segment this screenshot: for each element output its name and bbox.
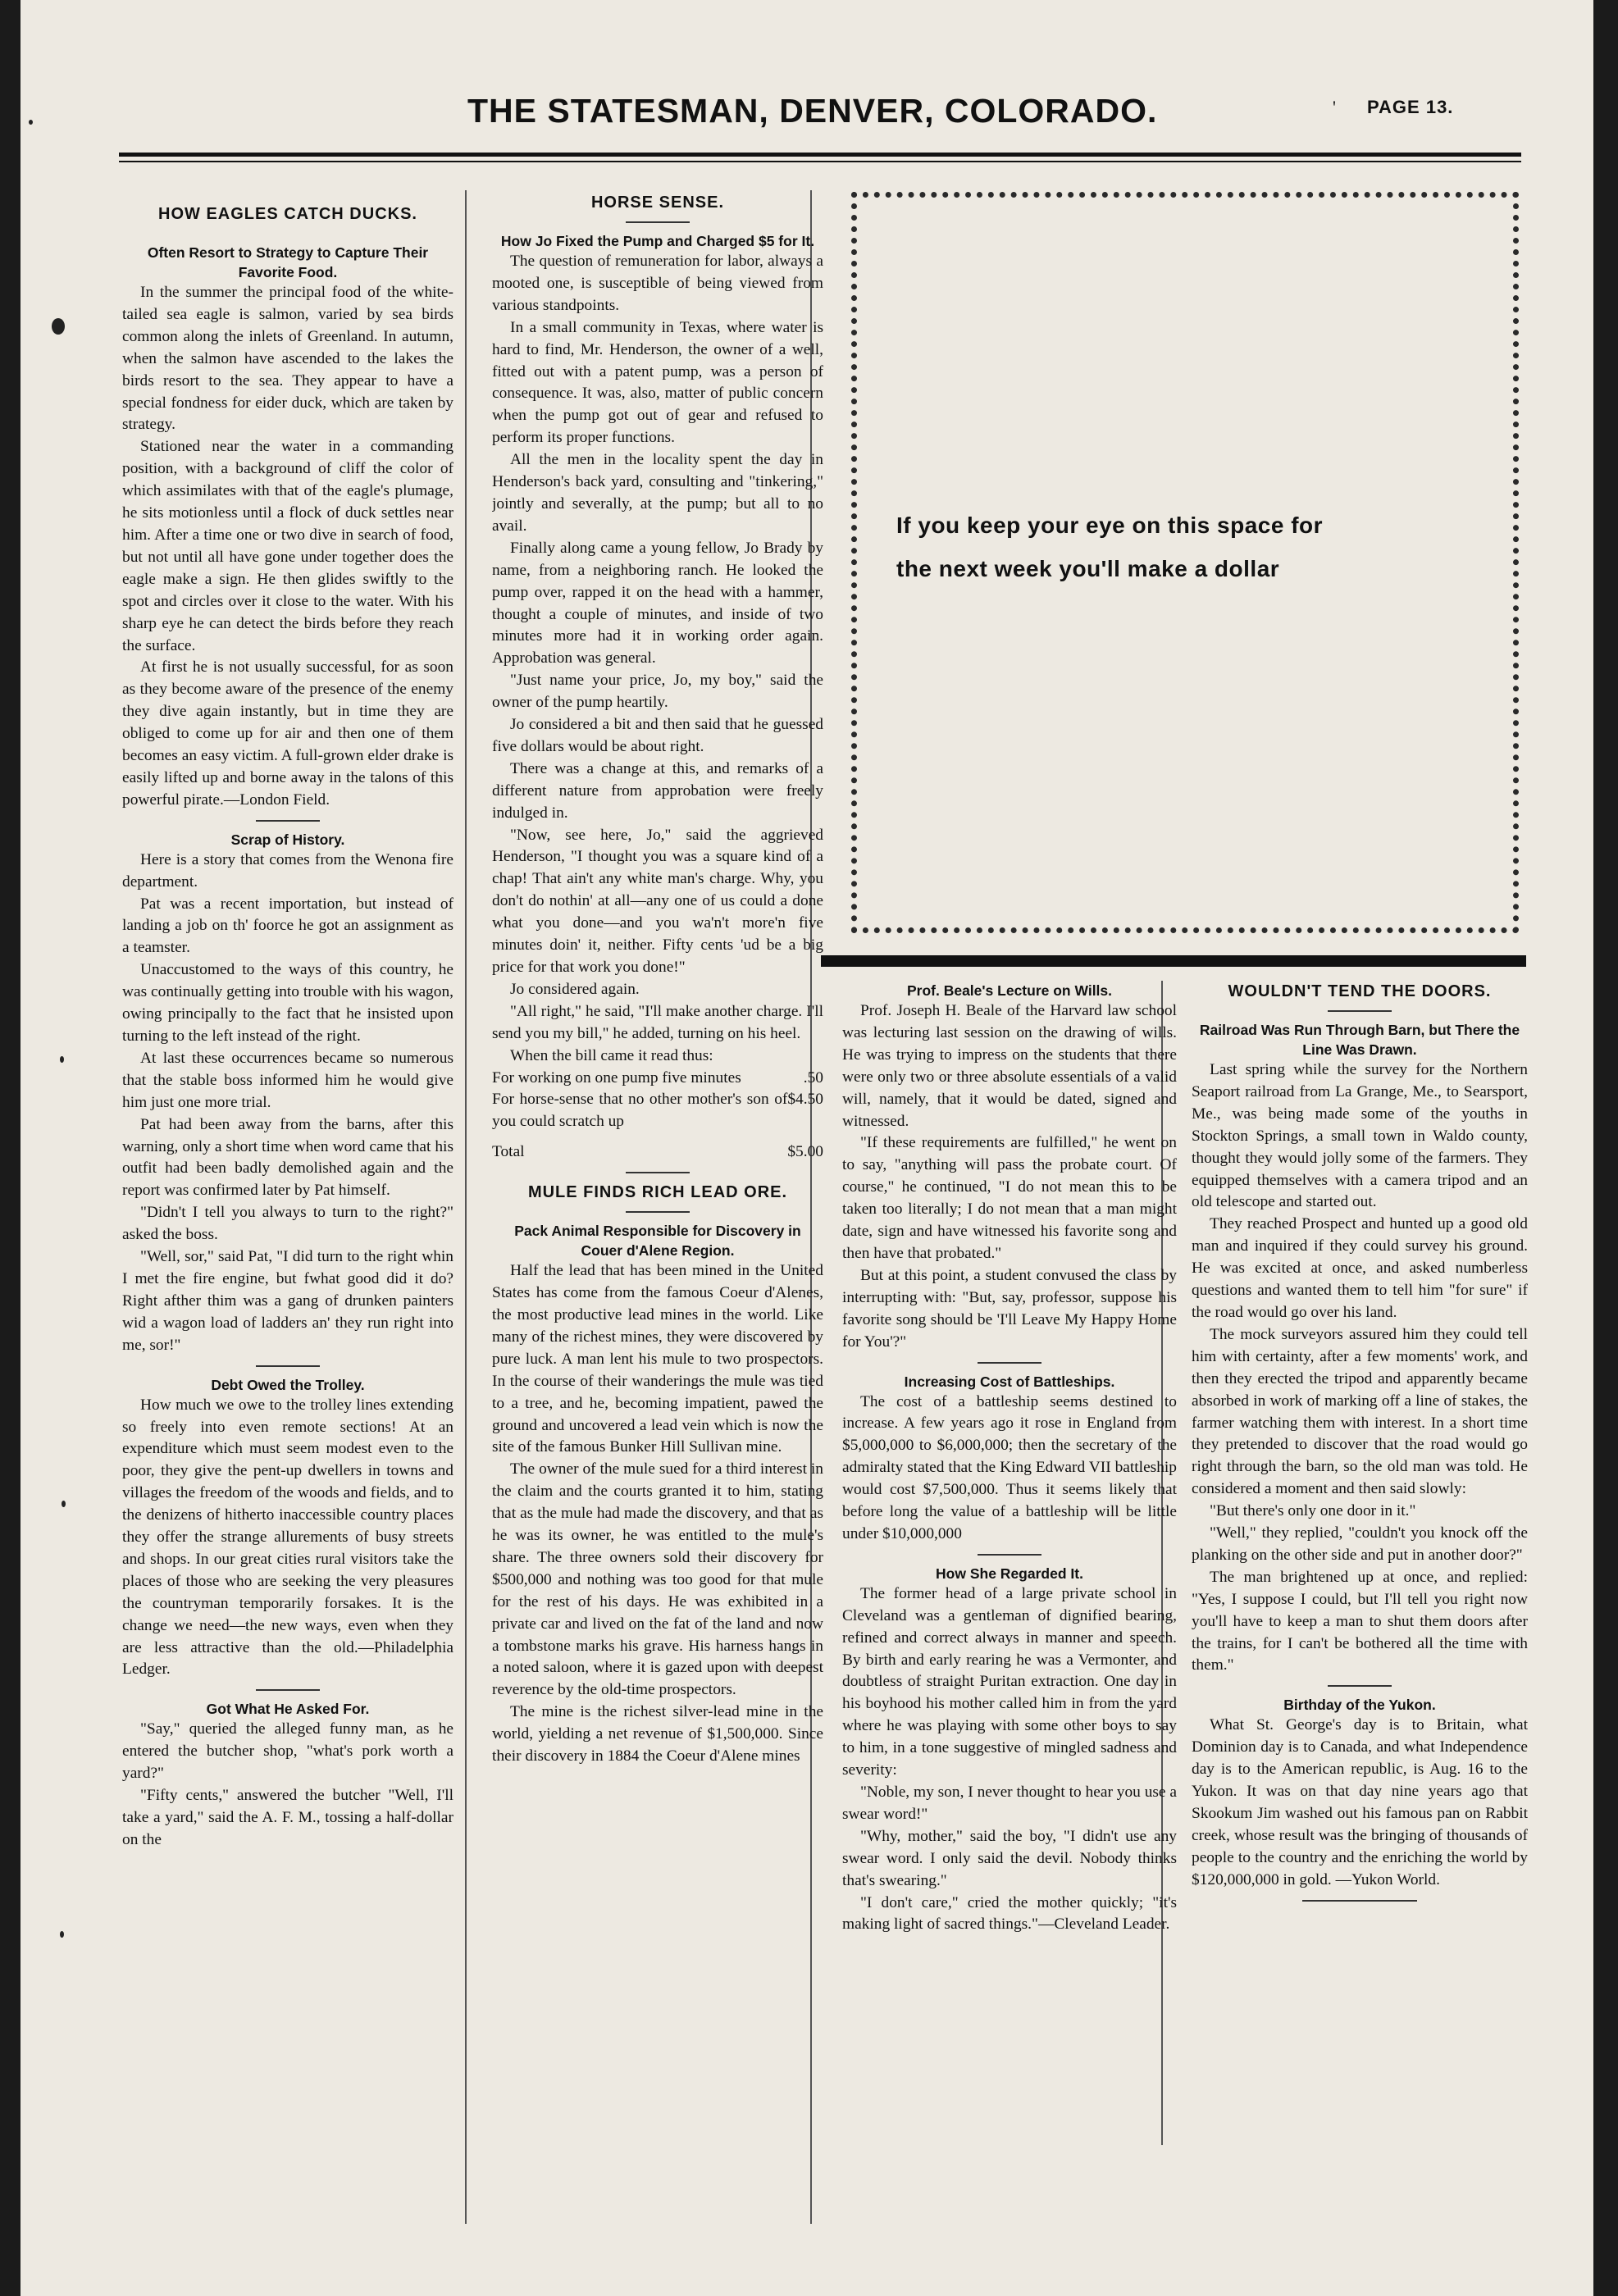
newspaper-page	[21, 0, 1593, 2296]
bill-amount: $5.00	[787, 1143, 823, 1161]
paragraph: Unaccustomed to the ways of this country, he was continually getting into trouble with his wagon, owing principally to the fact that he insisted upon turning to the left instead of the right.	[122, 961, 453, 1045]
paragraph: Prof. Joseph H. Beale of the Harvard law school was lecturing last session on the drawing of wills. He was trying to impress on the students that there were only two or three absolute essentials of a valid will, namely, that it would be dated, signed and witnessed.	[842, 1002, 1177, 1130]
article-headline: HOW EAGLES CATCH DUCKS.	[158, 205, 417, 223]
article-headline: Scrap of History.	[230, 831, 345, 848]
paragraph: What St. George's day is to Britain, what Dominion day is to Canada, and what Independence day is to the American republic, is Aug. 16 to the Yukon. It was on that day nine years ago that Skookum Jim washed out his famous pan on Rabbit creek, whose result was the bringing of thousands of people to the country and the enriching the world by $120,000,000 in gold. —Yukon World.	[1192, 1716, 1528, 1888]
paragraph: "Fifty cents," answered the butcher "Well, I'll take a yard," said the A. F. M., tossing a half-dollar on the	[122, 1787, 453, 1848]
paragraph: When the bill came it read thus:	[510, 1046, 713, 1064]
article-headline: WOULDN'T TEND THE DOORS.	[1228, 982, 1492, 1000]
paragraph: But at this point, a student convused the class by interrupting with: "But, say, professor, suppose his favorite song should be 'I'll Leave My Happy Home for You'?"	[842, 1266, 1177, 1351]
article-separator	[256, 1689, 320, 1691]
scan-speck	[60, 1931, 64, 1938]
bill-line	[492, 1068, 823, 1090]
bill-amount: $4.50	[787, 1091, 823, 1109]
paragraph: "Noble, my son, I never thought to hear you use a swear word!"	[842, 1784, 1177, 1823]
column-2	[492, 192, 823, 2186]
scan-speck	[60, 1056, 64, 1063]
paragraph: Jo considered a bit and then said that he guessed five dollars would be about right.	[492, 716, 823, 755]
paragraph: How much we owe to the trolley lines extending so freely into even remote sections! At an expenditure which must seem modest even to the poor, they give the pent-up dwellers in towns and villages the freedom of the woods and fields, and to the denizens of hitherto inaccessible country places they offer the strange allurements of busy streets and shops. In our great cities rural visitors take the places of those who are seeking the very pleasures the countryman temporarily forsakes. It is the change we need—the new ways, even when they are less attractive than the old.—Philadelphia Ledger.	[122, 1396, 453, 1679]
paragraph: The question of remuneration for labor, always a mooted one, is susceptible of being viewed from various standpoints.	[492, 253, 823, 314]
paragraph: "I don't care," cried the mother quickly; "it's making light of sacred things."—Cleveland Leader.	[842, 1893, 1177, 1934]
article-headline: Got What He Asked For.	[206, 1701, 370, 1718]
article-separator	[626, 1211, 690, 1213]
article-separator	[256, 1365, 320, 1367]
masthead-rule-thin	[119, 161, 1521, 162]
bill-item: For working on one pump five minutes	[492, 1068, 741, 1086]
article-subhead: Railroad Was Run Through Barn, but There the Line Was Drawn.	[1199, 1022, 1520, 1058]
masthead-title: THE STATESMAN, DENVER, COLORADO.	[467, 92, 1158, 130]
paragraph: "Just name your price, Jo, my boy," said the owner of the pump heartily.	[492, 672, 823, 712]
article-separator	[978, 1362, 1041, 1364]
paragraph: Here is a story that comes from the Wenona fire department.	[122, 850, 453, 891]
section-rule	[821, 955, 1526, 967]
article-headline: Birthday of the Yukon.	[1283, 1697, 1436, 1714]
bill-item: Total	[492, 1143, 525, 1161]
paragraph: All the men in the locality spent the day in Henderson's back yard, consulting and "tinkering," jointly and severally, at the pump; but all to no avail.	[492, 451, 823, 535]
article-separator	[1302, 1900, 1417, 1902]
paragraph: "But there's only one door in it."	[1210, 1502, 1416, 1520]
article-headline: Debt Owed the Trolley.	[211, 1376, 365, 1393]
paragraph: "If these requirements are fulfilled," he went on to say, "anything will pass the probate court. Of course," he continued, "I do not mean this to be taken too literally; I do not mean that a man might date, sign and have witnessed his favorite song and then have that probated."	[842, 1134, 1177, 1262]
article-separator	[626, 1172, 690, 1173]
scan-speck	[29, 120, 33, 125]
printer-mark: '	[1333, 97, 1336, 117]
paragraph: "Well," they replied, "couldn't you knock off the planking on the other side and put in another door?"	[1192, 1524, 1528, 1564]
masthead-rule	[119, 153, 1521, 157]
paragraph: They reached Prospect and hunted up a good old man and inquired if they could survey his ground. He was excited at once, and asked numberless questions and wanted them to tell him "for sure" if the road would go over his land.	[1192, 1215, 1528, 1321]
paragraph: "All right," he said, "I'll make another charge. I'll send you my bill," he added, turning on his heel.	[492, 1002, 823, 1042]
page-number: PAGE 13.	[1367, 97, 1454, 117]
paragraph: In a small community in Texas, where water is hard to find, Mr. Henderson, the owner of a well, fitted out with a patent pump, was a person of consequence. It was, also, matter of public concern when the pump got out of gear and refused to perform its proper functions.	[492, 318, 823, 447]
article-headline: MULE FINDS RICH LEAD ORE.	[527, 1183, 788, 1202]
article-subhead: How Jo Fixed the Pump and Charged $5 for It.	[500, 233, 815, 249]
paragraph: Last spring while the survey for the Northern Seaport railroad from La Grange, Me., to Searsport, Me., was being made some of the youths in Stockton Springs, a small town in Waldo county, thought they would jolly some of the farmers. They equipped themselves with a camera tripod and an old telescope and started out.	[1192, 1061, 1528, 1211]
paragraph: "Now, see here, Jo," said the aggrieved Henderson, "I thought you was a square kind of a chap! That ain't any white man's charge. Why, you don't do nothin' at all—any one of us could a done what you done—and you wa'n't more'n five minutes doin' it, neither. Fifty cents 'ud be a big price for that work you done!"	[492, 826, 823, 976]
paragraph: The mock surveyors assured him they could tell him with certainty, after a few moments' work, and then they erected the tripod and apparently became absorbed in work of marking off a line of stakes, the farmer watching them with interest. In a short time they pretended to discover that the road would go right through the barn, so the old man was told. He considered a moment and then said slowly:	[1192, 1325, 1528, 1498]
article-separator	[1328, 1010, 1392, 1012]
paragraph: "Didn't I tell you always to turn to the right?" asked the boss.	[122, 1204, 453, 1244]
paragraph: Pat had been away from the barns, after this warning, only a short time when word came that his outfit had been badly demolished again and the report was confirmed later by Pat himself.	[122, 1115, 453, 1200]
column-4	[1192, 981, 1528, 2162]
paragraph: The former head of a large private school in Cleveland was a gentleman of dignified bearing, refined and correct always in manner and speech. By birth and early rearing he was a Vermonter, and doubtless of straight Puritan extraction. One day in his boyhood his mother called him in from the yard where he was playing with some other boys to say to him, in a tone suggestive of mingled sadness and severity:	[842, 1584, 1177, 1779]
advertisement-line: If you keep your eye on this space for	[896, 512, 1324, 538]
paragraph: Stationed near the water in a commanding position, with a background of cliff the color of which assimilates with that of the eagle's plumage, he sits motionless until a flock of duck settles near him. After a time one or two dive in search of food, but not until all have gone under together does the eagle make a sign. He then glides swiftly to the spot and circles over it close to the water. With his sharp eye he can detect the birds before they reach the surface.	[122, 438, 453, 654]
advertisement-text	[896, 503, 1503, 590]
paragraph: At first he is not usually successful, for as soon as they become aware of the presence of the enemy they dive again instantly, but in time they are obliged to come up for air and then one of them becomes an easy victim. A full-grown elder drake is easily lifted up and borne away in the talons of this powerful pirate.—London Field.	[122, 658, 453, 809]
bill-total	[492, 1141, 823, 1164]
article-headline: Prof. Beale's Lecture on Wills.	[906, 982, 1113, 999]
paragraph: Finally along came a young fellow, Jo Brady by name, from a neighboring ranch. He looked the pump over, rapped it on the head with a hammer, thought a couple of minutes, and inside of two minutes more had it in working order again. Approbation was general.	[492, 539, 823, 667]
article-separator	[978, 1554, 1041, 1556]
column-3	[842, 981, 1177, 2162]
paragraph: Half the lead that has been mined in the United States has come from the famous Coeur d'Alenes, the most productive lead mines in the world. Like many of the richest mines, they were discovered by pure luck. A man lent his mule to two prospectors. In the course of their wanderings the mule was tied to a tree, and he, becoming impatient, pawed the ground and uncovered a lead vein which is now the site of the famous Bunker Hill Sullivan mine.	[492, 1262, 823, 1456]
paragraph: There was a change at this, and remarks of a different nature from approbation were freely indulged in.	[492, 759, 823, 822]
paragraph: "Well, sor," said Pat, "I did turn to the right whin I met the fire engine, but fwhat good did it do? Right afther thim was a gang of drunken painters wid a wagon load of ladders an' they run right into me, sor!"	[122, 1248, 453, 1354]
paragraph: Jo considered again.	[510, 980, 640, 998]
binder-hole	[52, 318, 65, 335]
article-separator	[256, 820, 320, 822]
article-headline: Increasing Cost of Battleships.	[904, 1373, 1115, 1390]
article-headline: HORSE SENSE.	[590, 194, 725, 212]
paragraph: "Say," queried the alleged funny man, as he entered the butcher shop, "what's pork worth a yard?"	[122, 1720, 453, 1783]
article-subhead: Pack Animal Responsible for Discovery in Couer d'Alene Region.	[514, 1223, 801, 1260]
article-separator	[626, 221, 690, 223]
column-divider	[465, 190, 467, 2224]
advertisement-line: the next week you'll make a dollar	[896, 556, 1280, 581]
bill-item: For horse-sense that no other mother's son of you could scratch up	[492, 1091, 788, 1131]
column-1	[122, 203, 453, 2198]
paragraph: "Why, mother," said the boy, "I didn't use any swear word. I only said the devil. Nobody thinks that's swearing."	[842, 1827, 1177, 1889]
paragraph: The mine is the richest silver-lead mine in the world, yielding a net revenue of $1,500,000. Since their discovery in 1884 the Coeur d'Alene mines	[492, 1703, 823, 1765]
paragraph: In the summer the principal food of the white-tailed sea eagle is salmon, varied by sea birds common along the inlets of Greenland. In autumn, when the salmon have ascended to the lakes the birds resort to the sea. They appear to have a special fondness for eider duck, which are taken by strategy.	[122, 284, 453, 434]
bill-line	[492, 1089, 823, 1133]
bill-amount: .50	[803, 1068, 823, 1086]
paragraph: The cost of a battleship seems destined to increase. A few years ago it rose in England from $5,000,000 to $6,000,000; then the secretary of the admiralty stated that the King Edward VII battleship would cost $7,500,000. Thus it seems likely that before long the value of a battleship will be little under $10,000,000	[842, 1392, 1177, 1542]
paragraph: The man brightened up at once, and replied: "Yes, I suppose I could, but I'll tell you right now you'll have to keep a man to shut them doors after the trains, for I can't be bothered all the time with them."	[1192, 1568, 1528, 1674]
article-separator	[1328, 1685, 1392, 1687]
scan-speck	[62, 1501, 66, 1507]
paragraph: The owner of the mule sued for a third interest in the claim and the courts granted it to him, stating that as the mule had made the discovery, and that as he was its owner, he was entitled to the mule's share. The three owners sold their discovery for $500,000 and nothing was too good for that mule for the rest of his days. He was exhibited in a private car and lived on the fat of the land and now a tombstone marks his grave. His harness hangs in a noted saloon, where it is gazed upon with deepest reverence by the old-time prospectors.	[492, 1460, 823, 1699]
article-headline: How She Regarded It.	[936, 1565, 1083, 1582]
article-subhead: Often Resort to Strategy to Capture Their Favorite Food.	[147, 244, 429, 280]
paragraph: At last these occurrences became so numerous that the stable boss informed him he would give him just one more trial.	[122, 1049, 453, 1111]
paragraph: Pat was a recent importation, but instead of landing a job on th' foorce he got an assignment as a teamster.	[122, 895, 453, 957]
